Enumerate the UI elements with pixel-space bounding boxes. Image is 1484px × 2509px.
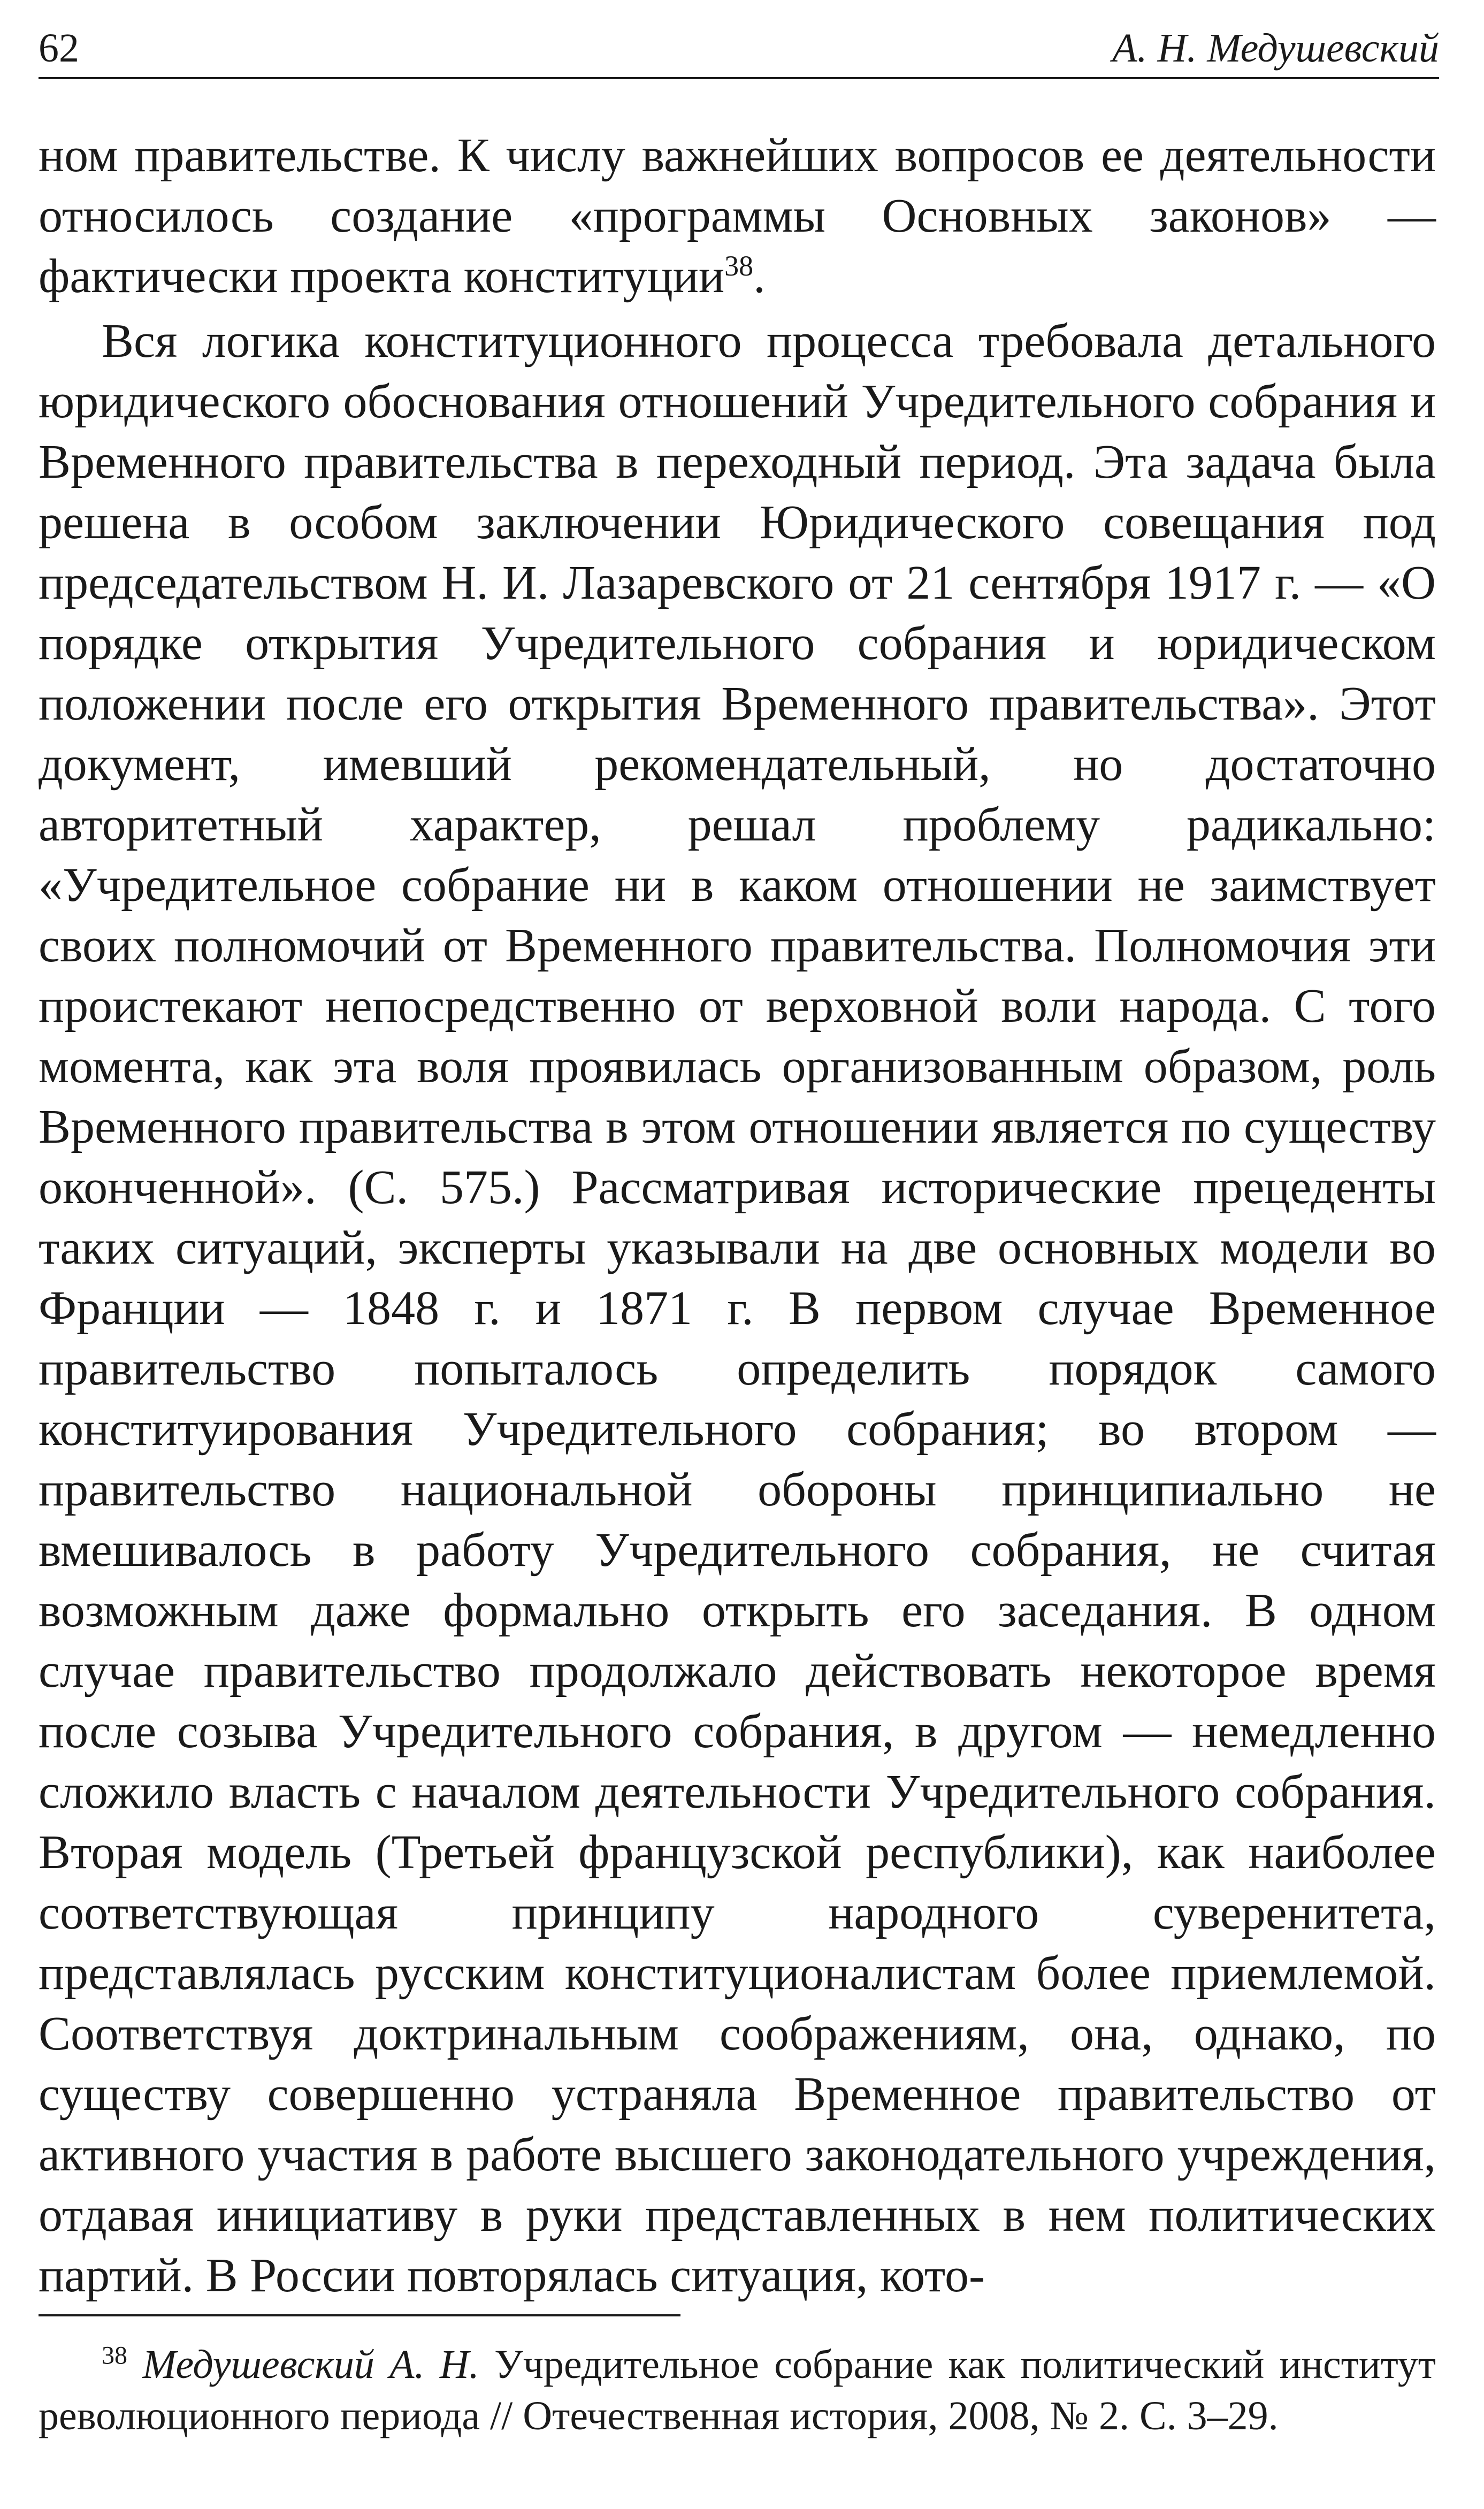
page-header — [39, 19, 1439, 79]
paragraph-1-text: ном правительстве. К числу важнейших вопросов ее деятельности относилось создание «программы Основных законов» — фактически проекта конституции — [39, 129, 1436, 303]
paragraph-1-end: . — [753, 250, 766, 303]
running-head-author: А. Н. Медушевский — [1112, 26, 1439, 71]
paragraph-2: Вся логика конституционного процесса требовала детального юридического обоснования отношений Учредительного собрания и Временного правительства в переходный период. Эта задача была решена в особом заключении Юридического совещания под председательством Н. И. Лазаревского от 21 сентября 1917 г. — «О порядке открытия Учредительного собрания и юридическом положении после его открытия Временного правительства». Этот документ, имевший рекомендательный, но достаточно авторитетный характер, решал проблему радикально: «Учредительное собрание ни в каком отношении не заимствует своих полномочий от Временного правительства. Полномочия эти проистекают непосредственно от верховной воли народа. С того момента, как эта воля проявилась организованным образом, роль Временного правительства в этом отношении является по существу оконченной». (С. 575.) Рассматривая исторические прецеденты таких ситуаций, эксперты указывали на две основных модели во Франции — 1848 г. и 1871 г. В первом случае Временное правительство попыталось определить порядок самого конституирования Учредительного собрания; во втором — правительство национальной обороны принципиально не вмешивалось в работу Учредительного собрания, не считая возможным даже формально открыть его заседания. В одном случае правительство продолжало действовать некоторое время после созыва Учредительного собрания, в другом — немедленно сложило власть с началом деятельности Учредительного собрания. Вторая модель (Третьей французской республики), как наиболее соответствующая принципу народного суверенитета, представлялась русским конституционалистам более приемлемой. Соответствуя доктринальным соображениям, она, однако, по существу совершенно устраняла Временное правительство от активного участия в работе высшего законодательного учреждения, отдавая инициативу в руки представленных в нем политических партий. В России повторялась ситуация, кото- — [39, 315, 1436, 2302]
footnote-reference-38[interactable]: 38 — [724, 250, 754, 282]
main-text — [39, 125, 1436, 2306]
footnote-38 — [39, 2339, 1436, 2442]
footnote-divider — [39, 2314, 680, 2316]
footnote-citation: Учредительное собрание как политический институт революционного периода // Отечественная история, 2008, № 2. С. 3–29. — [39, 2342, 1436, 2438]
page-number: 62 — [39, 26, 79, 71]
paragraph-1 — [39, 125, 1436, 307]
footnote-author: Медушевский А. Н. — [142, 2342, 479, 2387]
footnote-number: 38 — [102, 2341, 127, 2370]
